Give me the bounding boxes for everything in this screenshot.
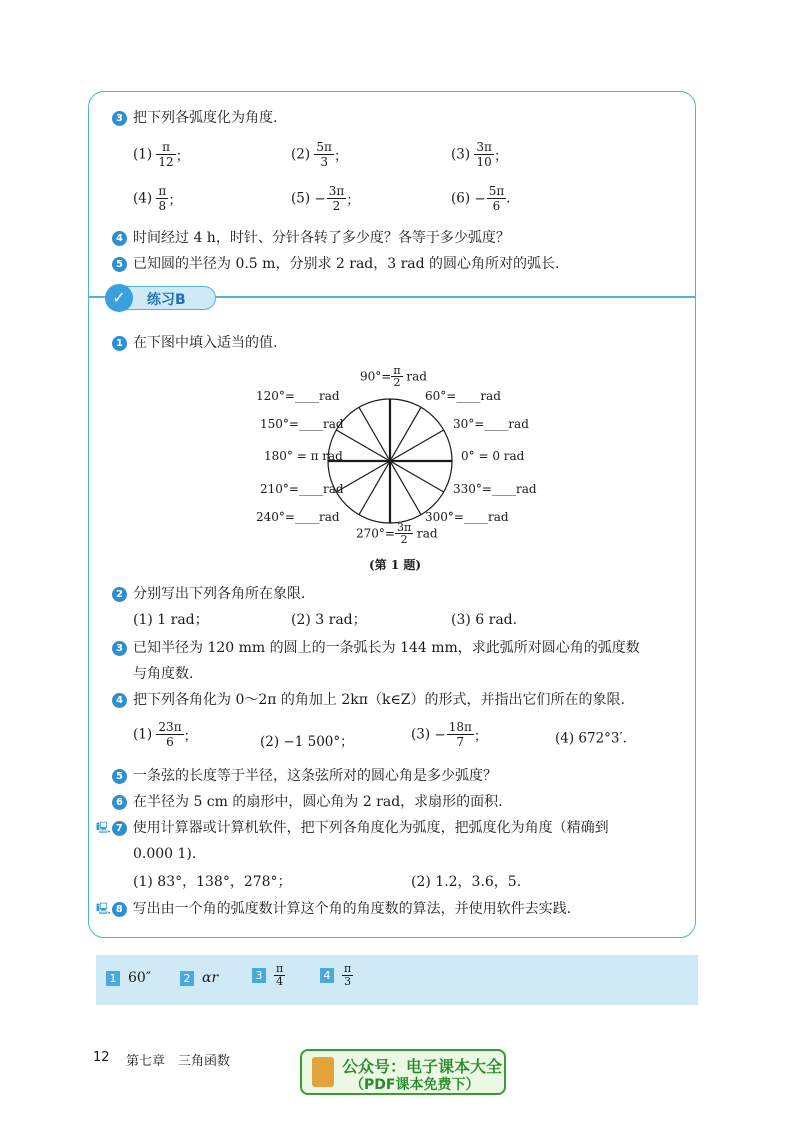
badge-title: 练习B (147, 292, 186, 308)
label-210: 210°=____rad (260, 482, 344, 496)
item-a3-4: (4) $\frac{\pi}{8}$ ； (133, 184, 182, 213)
fraction: $\frac{5\pi}{3}$ (316, 140, 332, 169)
exercise-b-badge (106, 286, 216, 310)
question-text: 把下列各弧度化为角度. (133, 110, 278, 126)
computer-icon: 🖳 (96, 821, 111, 834)
computer-icon: 🖳 (96, 902, 111, 915)
answer-1: 1 60″ (106, 970, 151, 986)
question-b7-cont: 0.000 1). (133, 846, 197, 862)
question-b1: 1 在下图中填入适当的值. (112, 333, 277, 353)
page-number: 12 (93, 1050, 110, 1065)
item-b2-3: (3) 6 rad. (451, 612, 518, 628)
item-a3-5: (5) − $\frac{3\pi}{2}$ ； (291, 184, 360, 213)
item-b7-2: (2) 1.2，3.6，5. (411, 874, 522, 890)
book-icon (312, 1057, 334, 1087)
answer-3: 3 $\frac{\pi}{4}$ (252, 963, 285, 988)
item-b4-1: (1) $\frac{23\pi}{6}$ ； (133, 720, 198, 749)
item-a3-3: (3) $\frac{3\pi}{10}$ ； (451, 140, 508, 169)
label-270: 270°= $\frac{3\pi}{2}$ rad (356, 521, 438, 546)
fraction: $\frac{\pi}{12}$ (158, 140, 174, 169)
item-b4-3: (3) − $\frac{18\pi}{7}$ ； (411, 720, 488, 749)
label-120: 120°=____rad (256, 389, 340, 403)
question-b3-cont: 与角度数. (133, 666, 194, 682)
question-a4: 4 时间经过 4 h，时针、分针各转了多少度？各等于多少弧度？ (112, 228, 510, 248)
fraction: $\frac{\pi}{8}$ (158, 184, 167, 213)
label-330: 330°=____rad (453, 482, 537, 496)
answer-2: 2 αr (180, 970, 218, 986)
watermark-stamp: 公众号：电子课本大全 （PDF课本免费下） (300, 1049, 506, 1095)
item-b7-1: (1) 83°，138°，278°； (133, 874, 292, 890)
question-b3: 3 已知半径为 120 mm 的圆上的一条弧长为 144 mm，求此弧所对圆心角的弧度数 (112, 638, 640, 658)
fraction: $\frac{3\pi}{10}$ (476, 140, 492, 169)
answer-4: 4 $\frac{\pi}{3}$ (320, 963, 353, 988)
fraction: $\frac{18\pi}{7}$ (448, 720, 472, 749)
question-b2: 2 分别写出下列各角所在象限. (112, 584, 305, 604)
chapter-title: 第七章 三角函数 (126, 1054, 231, 1069)
label-150: 150°=____rad (260, 417, 344, 431)
question-b5: 5 一条弦的长度等于半径，这条弦所对的圆心角是多少弧度？ (112, 766, 497, 786)
item-a3-2: (2) $\frac{5\pi}{3}$ ； (291, 140, 348, 169)
question-number: 3 (112, 111, 127, 126)
question-b7: 🖳 7 使用计算器或计算机软件，把下列各角度化为弧度，把弧度化为角度（精确到 (96, 820, 609, 836)
fraction: $\frac{3\pi}{2}$ (328, 184, 345, 213)
question-b8: 🖳 8 写出由一个角的弧度数计算这个角的角度数的算法，并使用软件去实践. (96, 901, 572, 917)
figure-caption: (第 1 题) (369, 558, 422, 572)
item-a3-6: (6) − $\frac{5\pi}{6}$ . (451, 184, 511, 213)
item-a3-1: (1) $\frac{\pi}{12}$ ； (133, 140, 190, 169)
question-a5: 5 已知圆的半径为 0.5 m，分别求 2 rad，3 rad 的圆心角所对的弧长. (112, 254, 560, 274)
item-b2-2: (2) 3 rad； (291, 612, 367, 628)
fraction: $\frac{23\pi}{6}$ (158, 720, 182, 749)
label-300: 300°=____rad (425, 510, 509, 524)
item-b4-2: (2) −1 500°； (260, 734, 354, 750)
fraction: $\frac{5\pi}{6}$ (488, 184, 505, 213)
answers-strip (96, 955, 698, 1005)
label-0: 0° = 0 rad (461, 449, 525, 463)
label-180: 180° = π rad (264, 449, 343, 463)
check-pencil-icon: ✓ (105, 284, 133, 312)
question-b4: 4 把下列各角化为 0～2π 的角加上 2kπ（k∈Z）的形式，并指出它们所在的象限. (112, 690, 625, 710)
label-30: 30°=____rad (453, 417, 529, 431)
question-b6: 6 在半径为 5 cm 的扇形中，圆心角为 2 rad，求扇形的面积. (112, 792, 503, 812)
label-240: 240°=____rad (256, 510, 340, 524)
label-60: 60°=____rad (425, 389, 501, 403)
item-b2-1: (1) 1 rad； (133, 612, 209, 628)
question-a3 (112, 108, 277, 128)
item-b4-4: (4) 672°3′. (555, 730, 627, 747)
label-90: 90°= $\frac{\pi}{2}$ rad (360, 364, 427, 389)
